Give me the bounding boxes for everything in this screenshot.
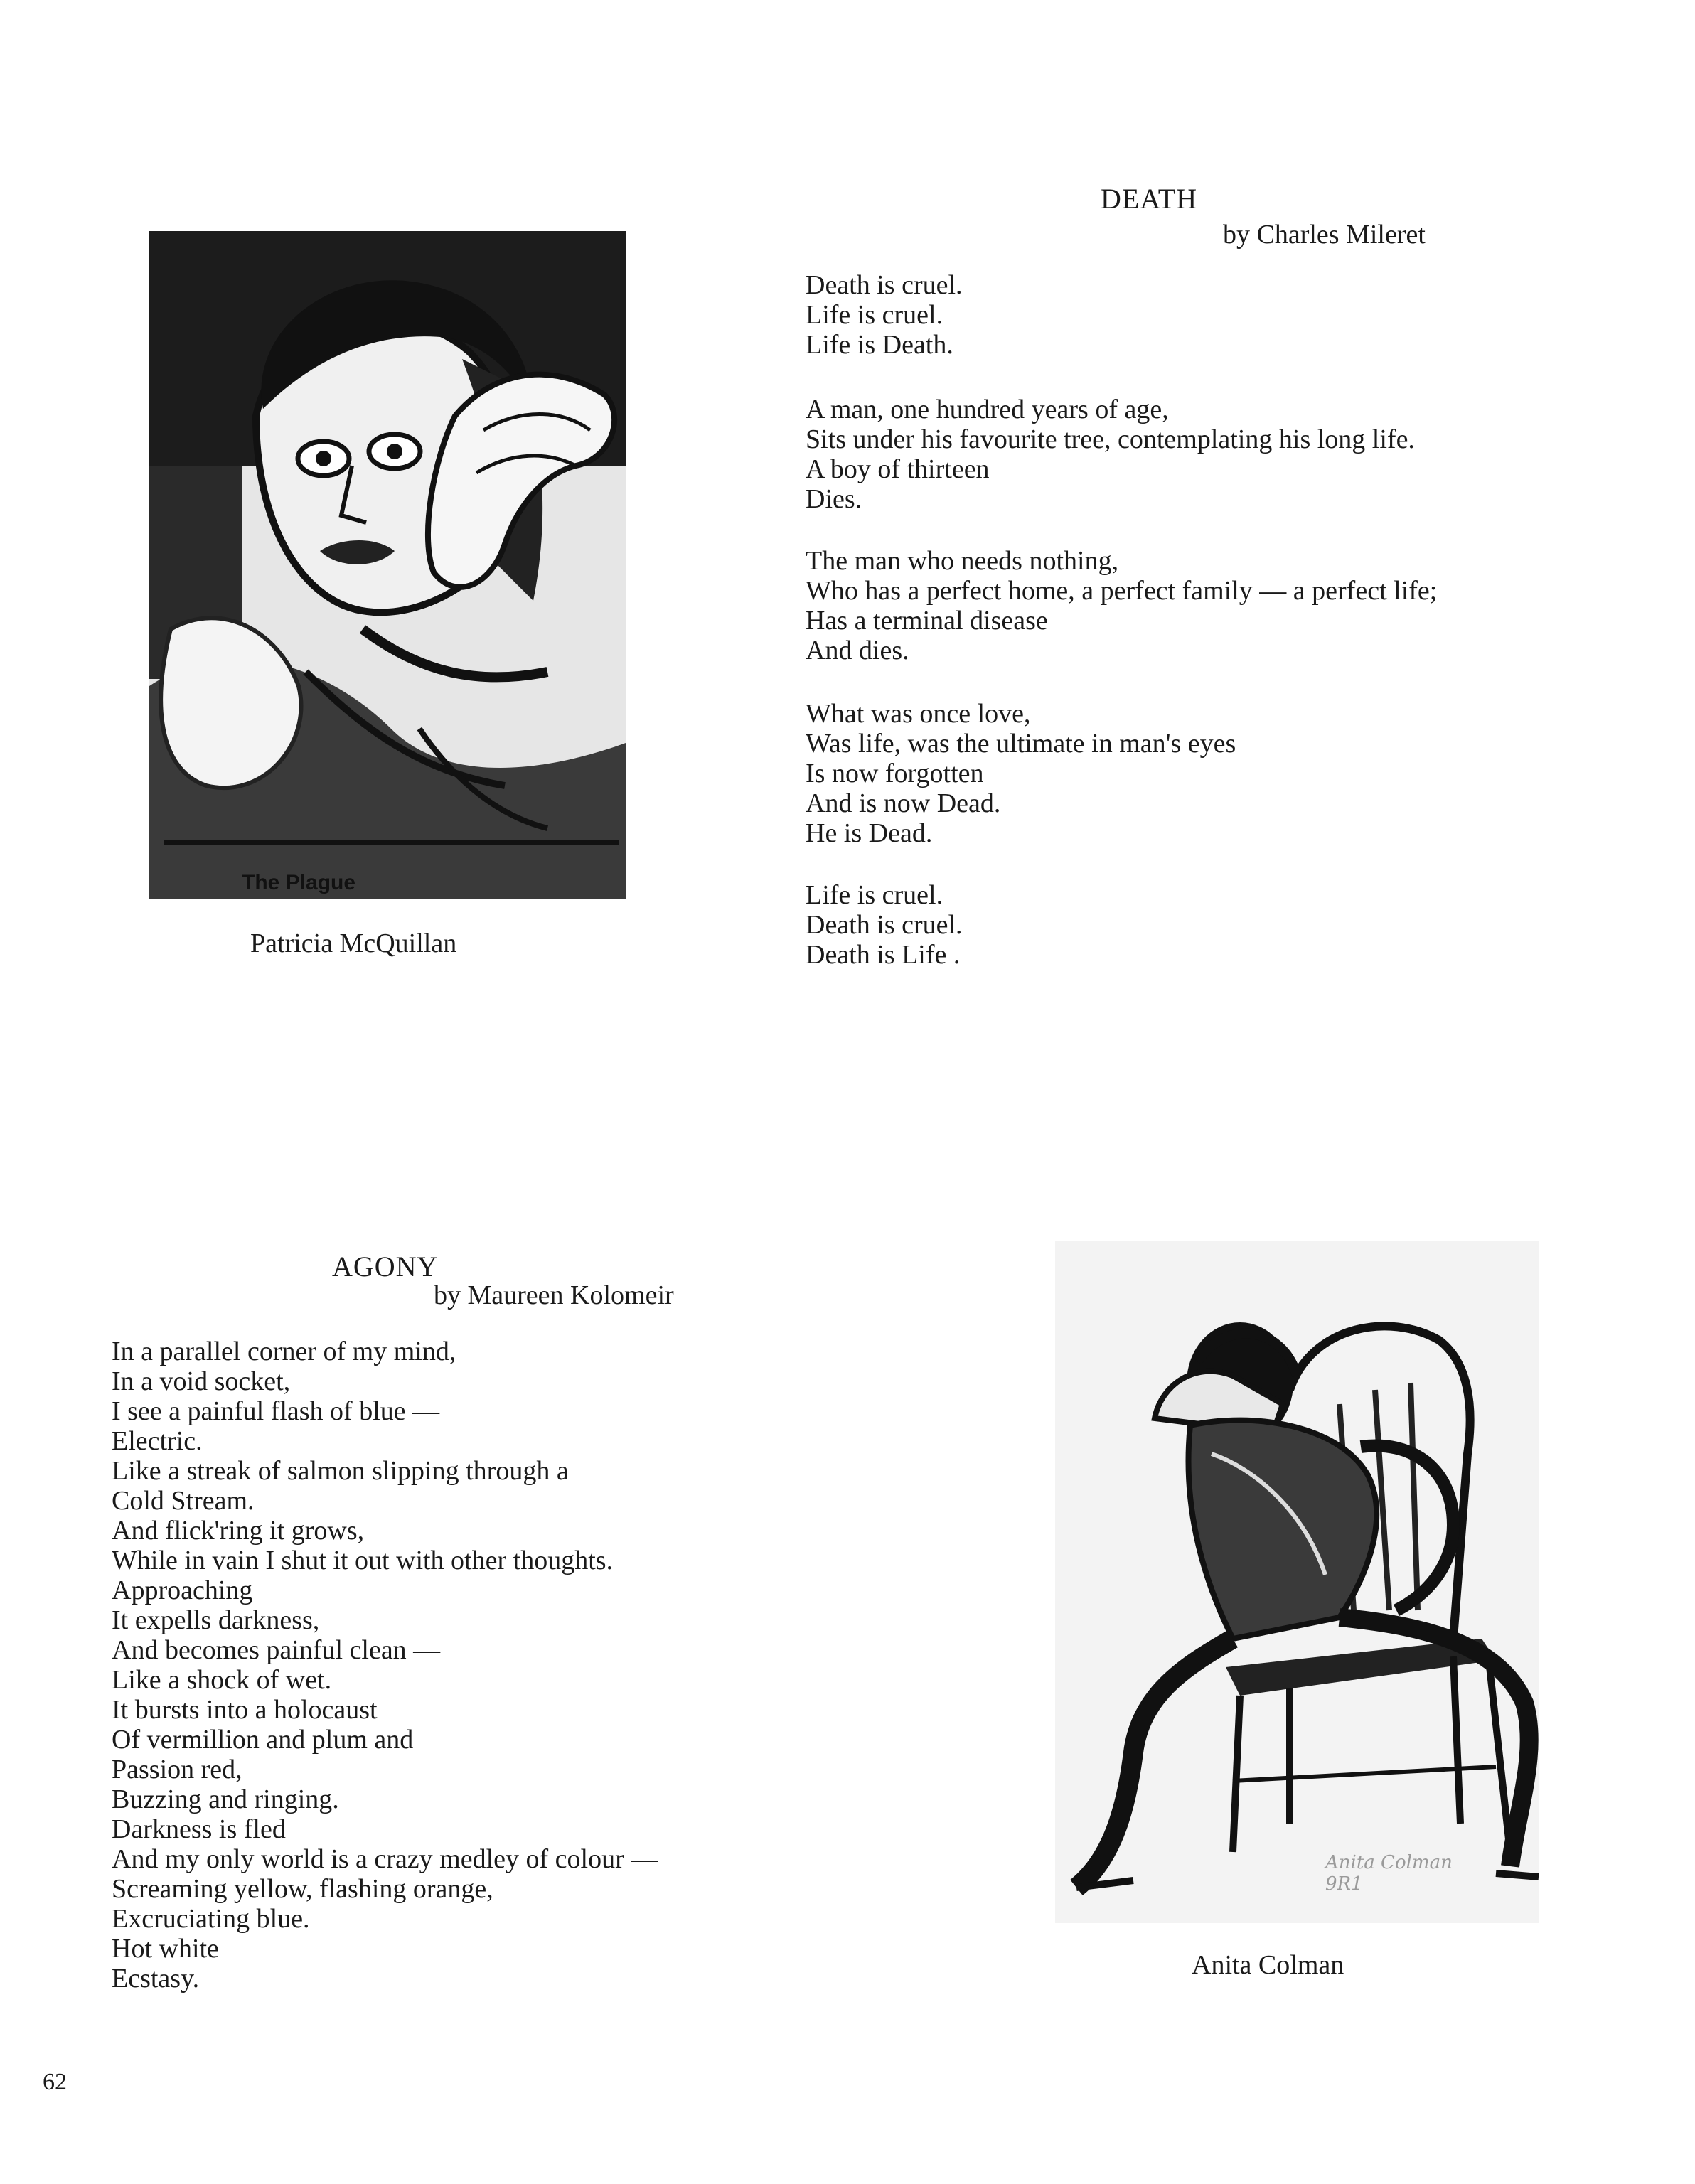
poem-line: He is Dead. (806, 818, 933, 848)
poem-line: And flick'ring it grows, (112, 1516, 365, 1546)
artwork-caption: Anita Colman (1192, 1950, 1344, 1980)
poem-line: Buzzing and ringing. (112, 1784, 339, 1814)
poem-line: I see a painful flash of blue — (112, 1396, 440, 1426)
page-number: 62 (43, 2069, 67, 2095)
poem-line: Darkness is fled (112, 1814, 286, 1844)
poem-title: DEATH (1101, 183, 1198, 215)
poem-line: Life is cruel. (806, 880, 943, 910)
poem-line: What was once love, (806, 699, 1031, 729)
poem-byline: by Maureen Kolomeir (434, 1280, 674, 1310)
artwork-the-plague (149, 231, 626, 899)
poem-line: It expells darkness, (112, 1605, 320, 1635)
poem-line: The man who needs nothing, (806, 546, 1119, 576)
artwork-signature: Anita Colman 9R1 (1325, 1852, 1453, 1895)
poem-line: Death is Life . (806, 940, 961, 970)
poem-line: Has a terminal disease (806, 606, 1048, 636)
artwork-seated-figure (1055, 1241, 1539, 1923)
poem-line: And becomes painful clean — (112, 1635, 441, 1665)
artwork-caption: Patricia McQuillan (250, 928, 457, 958)
poem-line: While in vain I shut it out with other thoughts. (112, 1546, 614, 1575)
poem-line: And dies. (806, 636, 909, 665)
poem-stanza (806, 880, 963, 970)
poem-line: Screaming yellow, flashing orange, (112, 1874, 493, 1904)
poem-line: Life is Death. (806, 330, 953, 360)
poem-body (112, 1337, 658, 1993)
poem-line: A boy of thirteen (806, 454, 990, 484)
poem-line: And my only world is a crazy medley of colour — (112, 1844, 658, 1874)
poem-line: A man, one hundred years of age, (806, 395, 1169, 424)
poem-line: Death is cruel. (806, 910, 963, 940)
poem-line: Like a shock of wet. (112, 1665, 332, 1695)
poem-line: Cold Stream. (112, 1486, 255, 1516)
poem-stanza (806, 395, 1415, 514)
poem-line: Hot white (112, 1934, 219, 1964)
poem-byline: by Charles Mileret (1223, 220, 1426, 250)
poem-line: Is now forgotten (806, 759, 984, 788)
poem-title: AGONY (332, 1251, 439, 1283)
poem-line: Ecstasy. (112, 1964, 200, 1993)
portrait-drawing (149, 231, 626, 899)
poem-line: In a parallel corner of my mind, (112, 1337, 456, 1366)
poem-line: Electric. (112, 1426, 203, 1456)
poem-line: Was life, was the ultimate in man's eyes (806, 729, 1236, 759)
poem-line: Who has a perfect home, a perfect family — a perfect life; (806, 576, 1438, 606)
poem-line: In a void socket, (112, 1366, 291, 1396)
poem-line: Life is cruel. (806, 300, 943, 330)
poem-line: Passion red, (112, 1755, 242, 1784)
poem-line: Dies. (806, 484, 862, 514)
poem-line: It bursts into a holocaust (112, 1695, 378, 1725)
poem-line: Approaching (112, 1575, 253, 1605)
artwork-signature: The Plague (242, 871, 356, 894)
poem-line: Death is cruel. (806, 270, 963, 300)
poem-line: Sits under his favourite tree, contemplating his long life. (806, 424, 1415, 454)
poem-line: Like a streak of salmon slipping through a (112, 1456, 569, 1486)
poem-stanza (806, 699, 1236, 848)
poem-line: And is now Dead. (806, 788, 1001, 818)
poem-line: Of vermillion and plum and (112, 1725, 414, 1755)
poem-line: Excruciating blue. (112, 1904, 310, 1934)
poem-stanza (806, 546, 1437, 665)
figure-drawing (1055, 1241, 1539, 1923)
poem-stanza (806, 270, 963, 360)
